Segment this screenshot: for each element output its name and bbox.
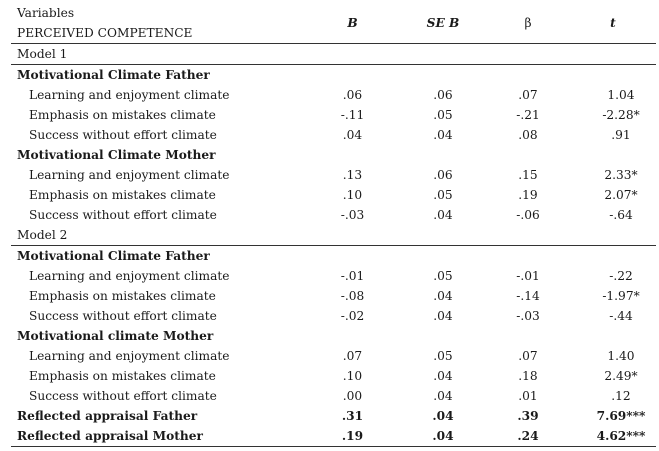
cell-b: .04 [342,128,363,142]
table-row [11,105,656,125]
cell-beta: -.03 [516,309,540,323]
group-title: Motivational Climate Mother [17,148,216,162]
table-row [11,185,656,205]
cell-beta: -.21 [516,108,540,122]
cell-seb: .05 [433,108,453,122]
row-label: Success without effort climate [29,128,217,142]
cell-t: 2.49* [604,369,638,383]
cell-b: -.02 [340,309,365,323]
cell-beta: -.14 [516,289,540,303]
row-label: Emphasis on mistakes climate [29,108,216,122]
reflected-mother-row [11,426,656,447]
cell-beta: .15 [518,168,538,182]
cell-t: -1.97* [602,289,640,303]
cell-t: .91 [611,128,631,142]
row-label: Success without effort climate [29,208,217,222]
model-2-title: Model 2 [11,225,656,246]
cell-beta: .07 [518,88,538,102]
group-row [11,326,656,346]
cell-t: -2.28* [602,108,640,122]
cell-b: -.11 [340,108,365,122]
group-title: Motivational Climate Father [17,68,210,82]
cell-beta: -.01 [516,269,540,283]
cell-beta: .07 [518,349,538,363]
cell-t: 1.04 [607,88,635,102]
cell-beta: .24 [517,429,539,443]
group-title: Motivational climate Mother [17,329,214,343]
cell-beta: .39 [517,409,539,423]
dependent-variable-header: PERCEIVED COMPETENCE [17,26,193,40]
cell-seb: .06 [433,168,453,182]
group-row [11,145,656,165]
cell-seb: .04 [433,309,453,323]
table-row [11,286,656,306]
row-label: Emphasis on mistakes climate [29,188,216,202]
model-1-title: Model 1 [11,44,656,65]
cell-b: -.08 [340,289,365,303]
cell-b: -.03 [340,208,365,222]
table-row [11,346,656,366]
cell-t: 2.33* [604,168,638,182]
cell-t: .12 [611,389,631,403]
col-b-header: B [347,16,358,30]
cell-beta: .18 [518,369,538,383]
row-label: Success without effort climate [29,389,217,403]
cell-beta: .08 [518,128,538,142]
cell-b: .06 [342,88,363,102]
cell-b: .10 [342,369,363,383]
cell-b: .00 [342,389,363,403]
cell-t: -.44 [609,309,633,323]
group-row [11,246,656,267]
col-seb-header: SE B [426,16,460,30]
cell-b: .19 [341,429,364,443]
cell-beta: .01 [518,389,538,403]
table-header [11,4,656,44]
table-row [11,266,656,286]
table-row [11,306,656,326]
cell-seb: .04 [433,389,453,403]
group-title: Motivational Climate Father [17,249,210,263]
cell-b: .13 [342,168,363,182]
row-label: Learning and enjoyment climate [29,168,230,182]
cell-t: 1.40 [607,349,635,363]
cell-t: 2.07* [604,188,638,202]
cell-seb: .04 [433,369,453,383]
cell-beta: -.06 [516,208,540,222]
cell-seb: .05 [433,269,453,283]
table-row [11,205,656,225]
cell-t: 4.62*** [596,429,646,443]
cell-seb: .05 [433,349,453,363]
model-1-row [11,44,656,65]
table-row [11,85,656,105]
cell-seb: .04 [432,409,454,423]
cell-b: .10 [342,188,363,202]
table-row [11,386,656,406]
group-row [11,65,656,86]
row-label: Reflected appraisal Father [17,409,198,423]
variables-header: Variables [17,6,75,20]
cell-seb: .04 [432,429,454,443]
col-beta-header: β [524,16,532,30]
cell-t: 7.69*** [596,409,646,423]
cell-seb: .06 [433,88,453,102]
cell-beta: .19 [518,188,538,202]
table-body [11,44,656,447]
reflected-father-row [11,406,656,426]
model-2-row [11,225,656,246]
row-label: Success without effort climate [29,309,217,323]
cell-b: .07 [342,349,363,363]
row-label: Emphasis on mistakes climate [29,289,216,303]
cell-seb: .04 [433,289,453,303]
cell-seb: .04 [433,208,453,222]
regression-table [11,4,656,447]
cell-seb: .05 [433,188,453,202]
row-label: Learning and enjoyment climate [29,269,230,283]
table-row [11,165,656,185]
col-t-header: t [610,16,616,30]
cell-b: -.01 [340,269,365,283]
row-label: Emphasis on mistakes climate [29,369,216,383]
cell-t: -.22 [609,269,633,283]
row-label: Reflected appraisal Mother [17,429,203,443]
cell-b: .31 [341,409,364,423]
row-label: Learning and enjoyment climate [29,88,230,102]
table-row [11,125,656,145]
table-row [11,366,656,386]
cell-t: -.64 [609,208,633,222]
row-label: Learning and enjoyment climate [29,349,230,363]
cell-seb: .04 [433,128,453,142]
